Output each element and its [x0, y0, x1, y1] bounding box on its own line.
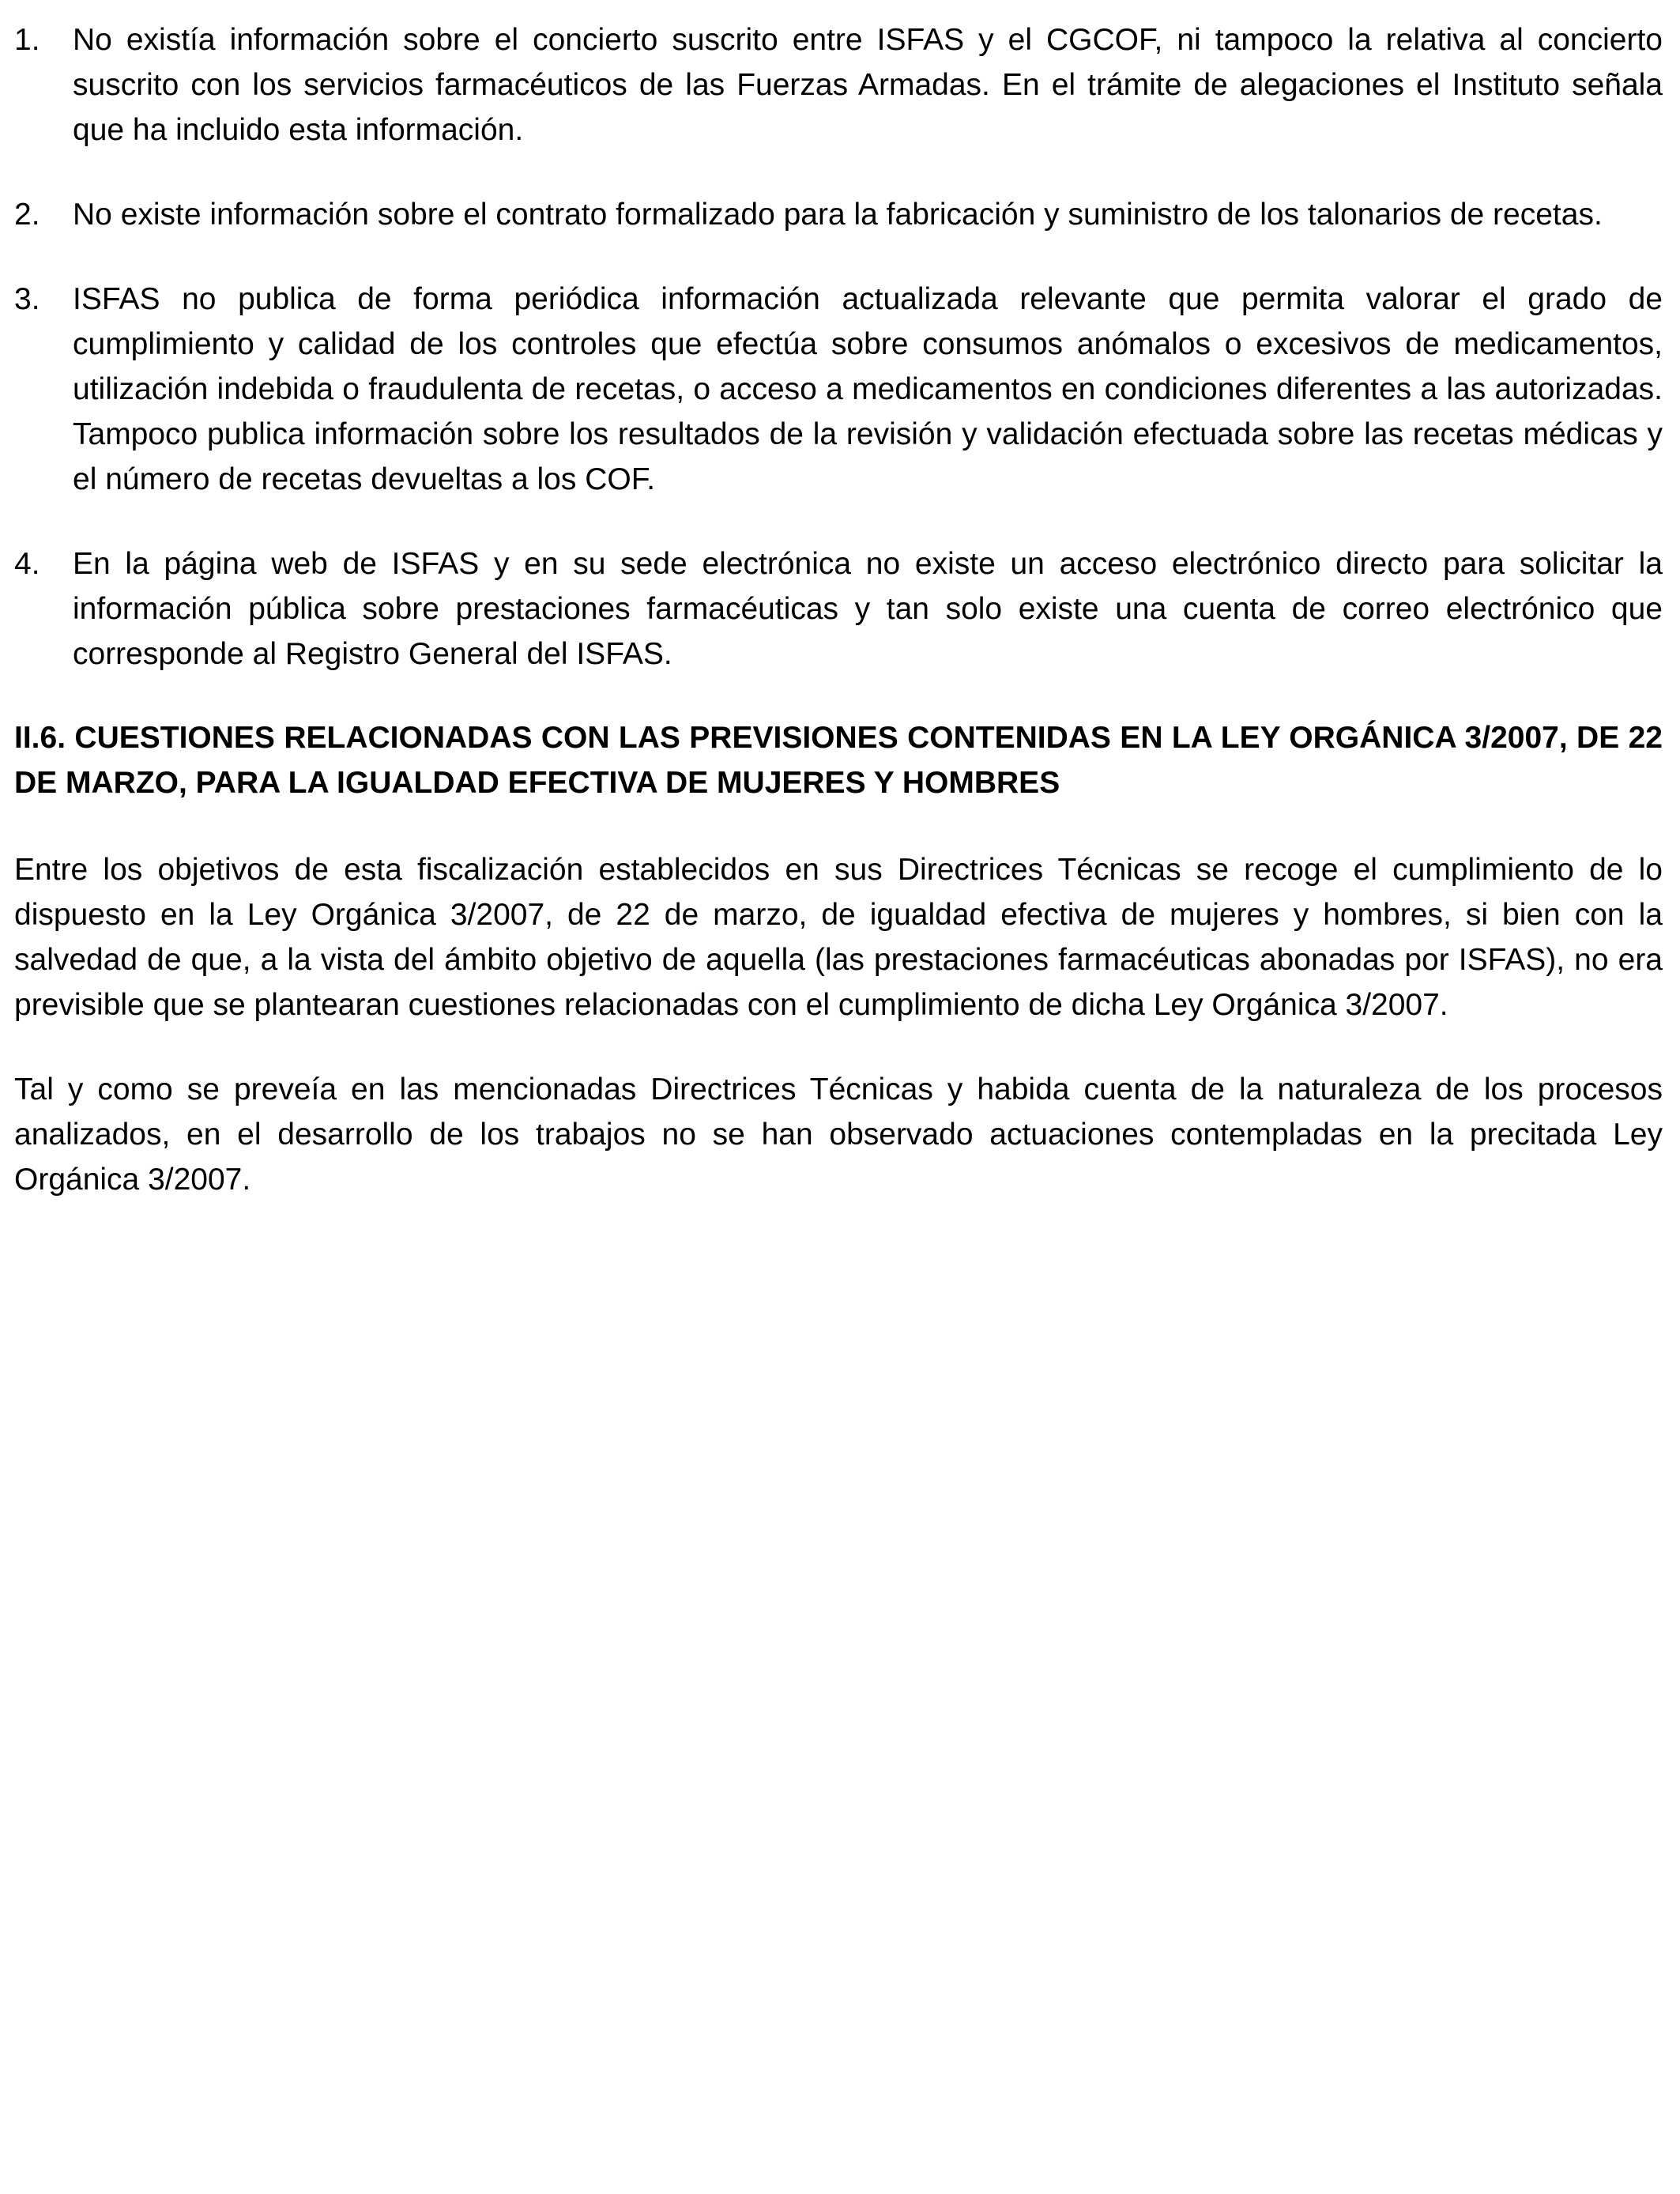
list-item-number: 2.	[14, 198, 40, 232]
list-item-number: 4.	[14, 547, 40, 581]
list-item-text: En la página web de ISFAS y en su sede electrónica no existe un acceso electrónico directo para solicitar la información pública sobre prestaciones farmacéuticas y tan solo existe una cuenta de correo electrónico que corresponde al Registro General del ISFAS.	[73, 547, 1663, 671]
list-item	[14, 277, 1663, 502]
list-item-number: 3.	[14, 282, 40, 316]
list-item	[14, 541, 1663, 677]
body-paragraph: Tal y como se preveía en las mencionadas Directrices Técnicas y habida cuenta de la naturaleza de los procesos analizados, en el desarrollo de los trabajos no se han observado actuaciones contempladas en la precitada Ley Orgánica 3/2007.	[14, 1072, 1663, 1197]
findings-list	[14, 17, 1663, 677]
list-item	[14, 192, 1663, 237]
list-item-number: 1.	[14, 23, 40, 57]
document-page	[14, 17, 1663, 1242]
list-item-text: No existía información sobre el concierto suscrito entre ISFAS y el CGCOF, ni tampoco la relativa al concierto suscrito con los servicios farmacéuticos de las Fuerzas Armadas. En el trámite de alegaciones el Instituto señala que ha incluido esta información.	[73, 23, 1663, 147]
body-paragraph: Entre los objetivos de esta fiscalización establecidos en sus Directrices Técnicas se recoge el cumplimiento de lo dispuesto en la Ley Orgánica 3/2007, de 22 de marzo, de igualdad efectiva de mujeres y hombres, si bien con la salvedad de que, a la vista del ámbito objetivo de aquella (las prestaciones farmacéuticas abonadas por ISFAS), no era previsible que se plantearan cuestiones relacionadas con el cumplimiento de dicha Ley Orgánica 3/2007.	[14, 853, 1663, 1022]
list-item	[14, 17, 1663, 153]
list-item-text: ISFAS no publica de forma periódica información actualizada relevante que permita valorar el grado de cumplimiento y calidad de los controles que efectúa sobre consumos anómalos o excesivos de medicamentos, utilización indebida o fraudulenta de recetas, o acceso a medicamentos en condiciones diferentes a las autorizadas. Tampoco publica información sobre los resultados de la revisión y validación efectuada sobre las recetas médicas y el número de recetas devueltas a los COF.	[73, 282, 1663, 496]
list-item-text: No existe información sobre el contrato formalizado para la fabricación y suministro de los talonarios de recetas.	[73, 198, 1603, 232]
section-heading: II.6. CUESTIONES RELACIONADAS CON LAS PREVISIONES CONTENIDAS EN LA LEY ORGÁNICA 3/2007, DE 22 DE MARZO, PARA LA IGUALDAD EFECTIVA DE MUJERES Y HOMBRES	[14, 721, 1663, 800]
